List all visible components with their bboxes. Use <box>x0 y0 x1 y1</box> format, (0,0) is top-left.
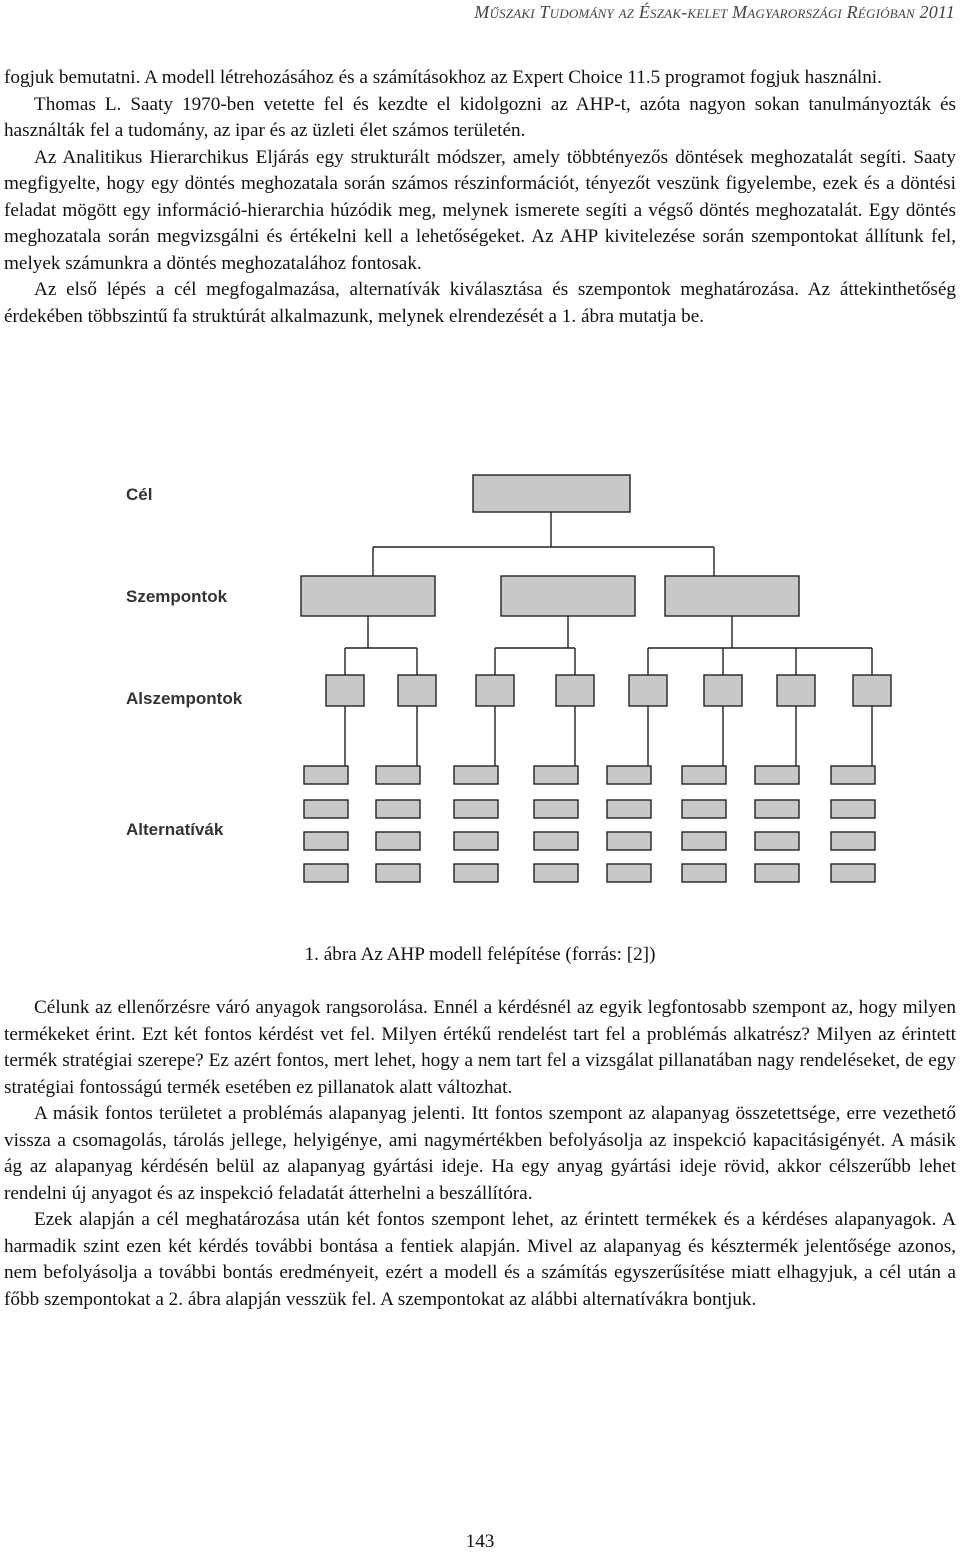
alternative-box <box>376 832 420 850</box>
alternative-box <box>534 832 578 850</box>
paragraph: Célunk az ellenőrzésre váró anyagok rangsorolása. Ennél a kérdésnél az egyik legfontosabb szempont az, hogy milyen termékeket érint. Ezt két fontos kérdést vet fel. Milyen értékű rendelést tart fel a problémás alkatrész? Milyen az érintett termék stratégiai szerepe? Ez azért fontos, mert lehet, hogy a nem tart fel a vizsgálat pillanatában nagy rendeléseket, de egy stratégiai fontosságú termék esetében ez pillanatok alatt változhat. <box>4 997 956 1098</box>
alternative-box <box>831 800 875 818</box>
paragraph: Ezek alapján a cél meghatározása után két fontos szempont lehet, az érintett termékek és a kérdéses alapanyagok. A harmadik szint ezen két kérdés további bontása a fentiek alapján. Mivel az alapanyag és késztermék jelentősége azonos, nem befolyásolja a további bontás eredményeit, ezért a modell és a számítás egyszerűsítése miatt elhagyjuk, a cél után a főbb szempontokat a 2. ábra alapján vesszük fel. A szempontokat az alábbi alternatívákra bontjuk. <box>4 1209 956 1310</box>
alternative-box <box>454 766 498 784</box>
subcriterion-box <box>853 675 891 706</box>
paragraph: Az első lépés a cél megfogalmazása, alternatívák kiválasztása és szempontok meghatározása. Az áttekinthetőség érdekében többszintű fa struktúrát alkalmazunk, melynek elrendezését a 1. ábra mutatja be. <box>4 279 956 327</box>
criterion-box <box>301 576 435 616</box>
alternative-box <box>682 800 726 818</box>
alternative-box <box>304 864 348 882</box>
alternative-box <box>607 864 651 882</box>
alternative-box <box>607 832 651 850</box>
paragraph: Thomas L. Saaty 1970-ben vetette fel és kezdte el kidolgozni az AHP-t, azóta nagyon sokan tanulmányozták és használták fel a tudomány, az ipar és az üzleti élet számos területén. <box>4 93 956 141</box>
alternative-box <box>376 864 420 882</box>
paragraph: Az Analitikus Hierarchikus Eljárás egy strukturált módszer, amely többtényezős döntések meghozatalát segíti. Saaty megfigyelte, hogy egy döntés meghozatala során számos részinformációt, tényezőt veszünk figyelembe, ezek és a döntési feladat mögött egy információ-hierarchia húzódik meg, melynek ismerete segíti a végső döntés meghozatalát. Egy döntés meghozatala során megvizsgálni és értékelni kell a lehetőségeket. Az AHP kivitelezése során szempontokat állítunk fel, melyek számunkra a döntés meghozatalához fontosak. <box>4 146 956 274</box>
paragraph: A másik fontos területet a problémás alapanyag jelenti. Itt fontos szempont az alapanyag összetettsége, erre vezethető vissza a csomagolás, tárolás jellege, helyigénye, ami nagymértékben befolyásolja az inspekció kapacitásigényét. A másik ág az alapanyag kérdésén belül az alapanyag gyártási ideje. Ha egy anyag gyártási ideje rövid, akkor célszerűbb lehet rendelni új anyagot és az inspekció feladatát átterhelni a beszállítóra. <box>4 1103 956 1204</box>
running-header: Műszaki Tudomány az Észak-kelet Magyarországi Régióban 2011 <box>474 2 955 22</box>
alternative-box <box>376 800 420 818</box>
subcriterion-box <box>398 675 436 706</box>
alternative-box <box>534 800 578 818</box>
alternative-box <box>831 766 875 784</box>
alternative-box <box>682 864 726 882</box>
page-number: 143 <box>465 1531 495 1552</box>
alternative-box <box>682 766 726 784</box>
alternative-box <box>304 832 348 850</box>
ahp-hierarchy-diagram <box>118 462 960 922</box>
alternative-box <box>755 832 799 850</box>
goal-box <box>473 475 630 512</box>
criterion-box <box>501 576 635 616</box>
alternative-box <box>454 800 498 818</box>
subcriterion-box <box>326 675 364 706</box>
alternative-box <box>831 864 875 882</box>
alternative-box <box>454 832 498 850</box>
level-label: Alszempontok <box>126 689 243 708</box>
alternative-box <box>607 800 651 818</box>
level-label: Alternatívák <box>126 820 224 839</box>
alternative-box <box>755 766 799 784</box>
ahp-hierarchy-figure <box>118 462 960 922</box>
alternative-box <box>304 800 348 818</box>
figure-caption: 1. ábra Az AHP modell felépítése (forrás: [2]) <box>304 944 656 965</box>
alternative-box <box>304 766 348 784</box>
criterion-box <box>665 576 799 616</box>
subcriterion-box <box>629 675 667 706</box>
subcriterion-box <box>476 675 514 706</box>
alternative-box <box>534 864 578 882</box>
alternative-box <box>831 832 875 850</box>
alternative-box <box>607 766 651 784</box>
body-text-bottom <box>4 995 956 1313</box>
alternative-box <box>376 766 420 784</box>
paragraph: fogjuk bemutatni. A modell létrehozásához és a számításokhoz az Expert Choice 11.5 programot fogjuk használni. <box>4 67 882 88</box>
body-text-top <box>4 65 956 330</box>
level-label: Cél <box>126 485 153 504</box>
alternative-box <box>534 766 578 784</box>
level-label: Szempontok <box>126 587 228 606</box>
alternative-box <box>755 864 799 882</box>
subcriterion-box <box>556 675 594 706</box>
alternative-box <box>454 864 498 882</box>
subcriterion-box <box>777 675 815 706</box>
subcriterion-box <box>704 675 742 706</box>
alternative-box <box>755 800 799 818</box>
alternative-box <box>682 832 726 850</box>
